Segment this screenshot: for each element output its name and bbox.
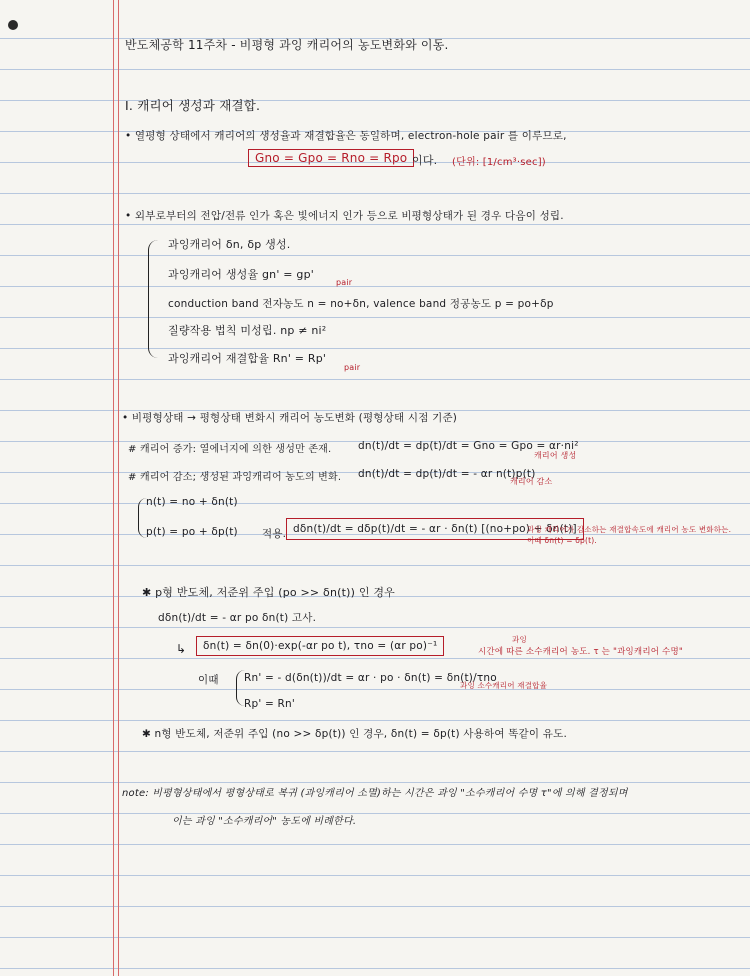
apply-label: 적용. <box>262 528 287 540</box>
ptype-case: ✱ p형 반도체, 저준위 주입 (po >> δn(t)) 인 경우 <box>142 586 396 599</box>
section1-bullet1: • 열평형 상태에서 캐리어의 생성율과 재결합율은 동일하며, electron-hole pair 를 이루므로, <box>125 130 567 142</box>
carrier-decrease: # 캐리어 감소; 생성된 과잉캐리어 농도의 변화. <box>128 472 342 483</box>
boxed-equation-note: 과잉 캐리어가 감소하는 재결합속도에 캐리어 농도 변화하는. 이때 δn(t) = δp(t). <box>527 525 732 545</box>
carrier-increase-equation: dn(t)/dt = dp(t)/dt = Gno = Gpo = αr·ni² <box>358 440 579 452</box>
item-recombination-rate: 과잉캐리어 재결합율 Rn' = Rp' <box>168 352 327 365</box>
note-line-1: note: 비평형상태에서 평형상태로 복귀 (과잉캐리어 소멸)하는 시간은 과잉 "소수캐리어 수명 τ"에 의해 결정되며 <box>122 788 628 799</box>
rn-note: 과잉 소수캐리어 재결합율 <box>460 681 548 690</box>
here-label: 이때 <box>198 674 219 686</box>
boxed-rate-equation: dδn(t)/dt = dδp(t)/dt = - αr · δn(t) [(no+po) + δn(t)] <box>286 518 584 540</box>
section2-bullet: • 비평형상태 → 평형상태 변화시 캐리어 농도변화 (평형상태 시점 기준) <box>122 412 458 424</box>
items-brace <box>148 240 159 358</box>
rp-equation: Rp' = Rn' <box>244 698 295 710</box>
carrier-decrease-equation: dn(t)/dt = dp(t)/dt = - αr n(t)p(t) <box>358 468 536 480</box>
item-mass-action: 질량작용 법칙 미성립. np ≠ ni² <box>168 324 327 337</box>
arrow-icon: ↳ <box>176 642 187 656</box>
item-generation-rate: 과잉캐리어 생성율 gn' = gp' <box>168 268 314 281</box>
ptype-equation: dδn(t)/dt = - αr po δn(t) 고사. <box>158 612 317 624</box>
unit-note: (단위: [1/cm³·sec]) <box>452 157 546 168</box>
equation-tail: 이다. <box>412 154 438 167</box>
page-title: 반도체공학 11주차 - 비평형 과잉 캐리어의 농도변화와 이동. <box>125 38 449 52</box>
n-definition: n(t) = no + δn(t) <box>146 496 238 508</box>
section1-heading: Ⅰ. 캐리어 생성과 재결합. <box>125 98 261 113</box>
item-band-concentration: conduction band 전자농도 n = no+δn, valence band 정공농도 p = po+δp <box>168 298 554 310</box>
note-line-2: 이는 과잉 "소수캐리어" 농도에 비례한다. <box>172 816 357 827</box>
pair-label-2: pair <box>344 363 361 372</box>
section1-bullet2: • 외부로부터의 전압/전류 인가 혹은 빛에너지 인가 등으로 비평형상태가 된 경우 다음이 성립. <box>125 210 564 222</box>
margin-line-left <box>113 0 114 976</box>
solution-note: 시간에 따른 소수캐리어 농도. τ 는 "과잉캐리어 수명" <box>478 647 683 657</box>
carrier-increase: # 캐리어 증가: 열에너지에 의한 생성만 존재. <box>128 444 332 455</box>
carrier-increase-note: 캐리어 생성 <box>534 451 577 460</box>
pair-label-1: pair <box>336 278 353 287</box>
solution-note-top: 과잉 <box>512 635 527 644</box>
margin-line-right <box>118 0 119 976</box>
ntype-case: ✱ n형 반도체, 저준위 주입 (no >> δp(t)) 인 경우, δn(t) = δp(t) 사용하여 똑같이 유도. <box>142 728 567 740</box>
equilibrium-rate-equation: Gno = Gpo = Rno = Rpo <box>248 149 414 167</box>
solution-box: δn(t) = δn(0)·exp(-αr po t), τno = (αr po)⁻¹ <box>196 636 444 656</box>
carrier-decrease-note: 캐리어 감소 <box>510 477 553 486</box>
p-definition: p(t) = po + δp(t) <box>146 526 238 538</box>
rn-equation: Rn' = - d(δn(t))/dt = αr · po · δn(t) = δn(t)/τno <box>244 672 497 684</box>
binder-hole <box>8 20 18 30</box>
item-excess-carrier: 과잉캐리어 δn, δp 생성. <box>168 238 291 251</box>
